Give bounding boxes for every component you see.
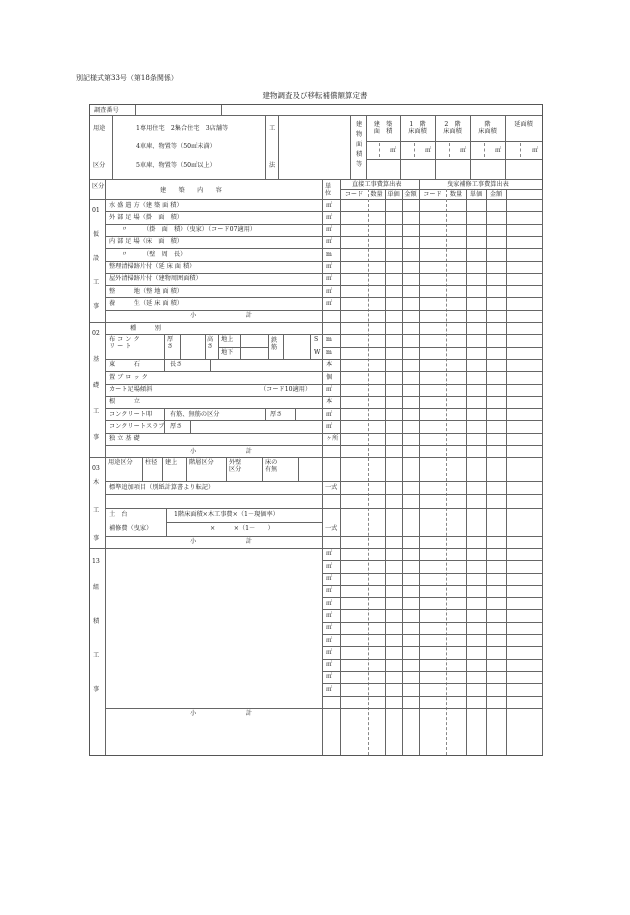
sec02-extra-4: 有筋、無筋の区分 — [170, 410, 220, 418]
area-value-field-3[interactable] — [471, 141, 504, 159]
sec03-name-0: 木 — [93, 479, 100, 487]
sec01-row-6-unit: ㎡ — [326, 275, 333, 283]
col-sub-7: 金額 — [489, 191, 503, 198]
sec02-code: 02 — [92, 330, 100, 337]
sec01-row-0-label: 水 盛 遣 方（建 築 面 積） — [109, 201, 183, 209]
sec01-name-1: 設 — [93, 255, 100, 262]
col-repair: 曳家補修工事費算出表 — [447, 181, 509, 188]
sec13-unit-9: ㎡ — [326, 661, 333, 669]
sec02-row-2-label: カート足場傾斜 — [109, 386, 153, 393]
sec02-row-4-label: コンクリート叩 — [109, 410, 153, 418]
sec01-row-1-values[interactable] — [341, 211, 541, 223]
sec02-row-3-label: 根 立 — [109, 398, 140, 406]
survey-number-label: 調査番号 — [94, 107, 119, 114]
sec01-row-3-unit: ㎡ — [326, 238, 333, 246]
sec02-row-line — [105, 445, 542, 446]
sec13-row-7[interactable] — [106, 634, 541, 646]
sec13-unit-3: ㎡ — [326, 587, 333, 595]
sec01-row-4-label: 〃 （壁 周 長） — [109, 250, 187, 258]
sec02-extra-5: 厚さ — [170, 422, 183, 430]
sec01-row-7-unit: ㎡ — [326, 287, 333, 295]
sec03-name-1: 工 — [93, 507, 100, 515]
column-line-10 — [542, 189, 543, 755]
sec02-concrete-values[interactable] — [341, 334, 541, 359]
sec02-row-0-unit: 本 — [326, 361, 333, 369]
header-mid-line — [340, 189, 542, 190]
sec13-row-0[interactable] — [106, 548, 541, 560]
sec03-lot1: 一式 — [325, 483, 338, 491]
sec02-v5 — [240, 334, 241, 359]
sec02-v3 — [205, 334, 206, 359]
sec01-row-0-values[interactable] — [341, 199, 541, 211]
area-line-1 — [366, 141, 542, 142]
area-value-field-1[interactable] — [401, 141, 434, 159]
usage-divider — [112, 115, 113, 179]
area-line-2 — [366, 159, 542, 160]
usage-label: 用途 — [93, 125, 106, 132]
usage-option-2: 4車庫、物置等（50㎡未満） — [136, 143, 216, 150]
col-sub-3: 金額 — [404, 191, 417, 198]
sec03-col-line — [162, 457, 163, 481]
sec02-row-3-values[interactable] — [341, 396, 541, 408]
sec01-row-8-label: 養 生（延 床 面 積） — [109, 299, 183, 307]
sec13-line — [105, 708, 542, 709]
sec13-row-8[interactable] — [106, 646, 541, 658]
sec02-row-2-values[interactable] — [341, 384, 541, 396]
sec01-row-1-unit: ㎡ — [326, 213, 333, 221]
col-unit: 単位 — [325, 183, 332, 197]
top-block-bottom — [90, 179, 542, 180]
sec02-name-0: 基 — [93, 356, 100, 363]
sec03-values[interactable] — [299, 457, 541, 481]
col-sub-2: 単価 — [387, 191, 400, 198]
area-header-2: 2 階 床面積 — [443, 121, 462, 135]
sec02-row-6-values[interactable] — [341, 433, 541, 445]
sec13-row-11[interactable] — [106, 683, 541, 695]
sec02-thickness: 厚さ — [167, 336, 174, 351]
sec13-subtotal: 小 計 — [190, 710, 252, 718]
construction-label-1: 工 — [269, 125, 276, 132]
sec13-row-12[interactable] — [106, 696, 541, 708]
estimate-form — [89, 104, 543, 756]
sec02-below: 地下 — [221, 348, 234, 356]
sec02-row-5-values[interactable] — [341, 420, 541, 432]
sec01-row-5-label: 整理清掃跡片付（延 床 面 積） — [109, 263, 196, 270]
area-header-1: 1 階 床面積 — [408, 121, 427, 135]
sec01-name-2: 工 — [93, 279, 100, 286]
sec01-row-6-values[interactable] — [341, 273, 541, 285]
sec01-code: 01 — [92, 207, 100, 214]
sec13-name-2: 工 — [93, 651, 100, 659]
sec02-row-4-values[interactable] — [341, 408, 541, 420]
sec13-row-1[interactable] — [106, 560, 541, 572]
sec01-row-7-label: 整 地（整 地 面 積） — [109, 287, 183, 295]
sec03-line — [105, 481, 542, 482]
sec02-row-2-unit: ㎡ — [326, 386, 333, 393]
survey-number-field[interactable] — [136, 105, 220, 115]
sec02-row-6-label: 独 立 基 礎 — [109, 435, 140, 443]
area-unit-0: ㎡ — [390, 147, 397, 154]
sec01-row-line — [105, 310, 542, 311]
sec03-name-2: 事 — [93, 535, 100, 543]
sec03-col-5: 床の 有無 — [265, 459, 278, 474]
sec01-name-0: 仮 — [93, 231, 100, 238]
sec01-row-2-values[interactable] — [341, 224, 541, 236]
sec02-row-1-unit: 個 — [326, 373, 333, 381]
sec13-unit-7: ㎡ — [326, 636, 333, 644]
sec13-unit-8: ㎡ — [326, 648, 333, 656]
sec01-row-5-unit: ㎡ — [326, 263, 333, 270]
sec02-w: W — [314, 348, 321, 356]
sec03-col-2: 建上 — [165, 459, 178, 467]
sec13-name-3: 事 — [93, 685, 100, 693]
sec02-extra-line — [210, 359, 211, 371]
sec03-std: 標準追加項目（別紙計算書より転記） — [109, 483, 215, 491]
category-label: 区分 — [93, 162, 106, 169]
sec03-col-4: 外壁 区分 — [229, 459, 242, 474]
area-header-4: 延面積 — [514, 121, 533, 128]
sec03-col-line — [186, 457, 187, 481]
sec02-row-0-values[interactable] — [341, 359, 541, 371]
sec02-row-4-unit: ㎡ — [326, 410, 333, 418]
sec03-col-3: 階層区分 — [189, 459, 214, 467]
sec02-concrete: 布 コ ン ク リ ー ト — [109, 336, 140, 351]
sec01-row-5-values[interactable] — [341, 261, 541, 273]
area-start — [350, 115, 351, 179]
sec02-row-1-label: 置 ブ ロ ッ ク — [109, 373, 148, 381]
sec03-line — [105, 536, 542, 537]
sec01-row-2-unit: ㎡ — [326, 226, 333, 234]
form-number: 別記様式第33号（第18条関係） — [76, 74, 178, 82]
area-group-label-3: 積 — [356, 151, 363, 158]
sec03-col-line — [142, 457, 143, 481]
area-value-field-2[interactable] — [436, 141, 469, 159]
area-value-field-0[interactable] — [367, 141, 399, 159]
sec03-subtotal: 小 計 — [190, 538, 252, 546]
sec02-row-5-unit: ㎡ — [326, 422, 333, 430]
sec02-v1 — [164, 334, 165, 359]
sec13-row-3[interactable] — [106, 585, 541, 597]
sec02-extra-line — [164, 408, 165, 420]
usage-option-1: 1専用住宅 2集合住宅 3店舗等 — [136, 125, 229, 132]
sec03-repair: 補修費（曳家） — [109, 524, 153, 532]
sec13-row-2[interactable] — [106, 573, 541, 585]
sec02-height: 高さ — [207, 336, 214, 351]
sec02-s: S — [314, 336, 319, 344]
sec03-sill: 土 台 — [109, 510, 128, 518]
sec02-name-1: 礎 — [93, 382, 100, 389]
sec01-row-1-label: 外 部 足 場（掛 面 積） — [109, 213, 183, 221]
sec02-extra-line — [265, 408, 266, 420]
area-unit-2: ㎡ — [460, 147, 467, 154]
sec02-extra-line — [295, 408, 296, 420]
sec03-code: 03 — [92, 465, 100, 473]
col-sub-6: 単価 — [469, 191, 483, 198]
sec02-mid — [218, 347, 268, 348]
sec01-row-3-values[interactable] — [341, 236, 541, 248]
construction-divider — [265, 115, 266, 179]
sec02-row-0-label: 東 石 — [109, 361, 140, 369]
area-header-0: 建 築 面 積 — [373, 121, 393, 135]
area-group-label-2: 面 — [356, 141, 363, 148]
col-sub-1: 数量 — [370, 191, 383, 198]
sec01-row-2-label: 〃 （掛 面 積）（曳家）（コード07適用） — [109, 226, 257, 234]
sec03-formula2: × ×（1－ ） — [210, 524, 274, 532]
sec13-row-4[interactable] — [106, 597, 541, 609]
sec02-extra-line — [164, 359, 165, 371]
sec13-row-9[interactable] — [106, 659, 541, 671]
sec03-formula1: 1階床面積×木工事費×（1－現価率） — [174, 510, 279, 518]
sec13-row-6[interactable] — [106, 622, 541, 634]
sec02-type-label: 種 別 — [130, 324, 161, 332]
sec01-row-6-label: 屋外清掃跡片付（建物周囲面積） — [109, 275, 202, 283]
document-title: 建物調査及び移転補償額算定書 — [262, 91, 368, 100]
sec01-row-8-values[interactable] — [341, 297, 541, 309]
sec02-extra-2: （コード10適用） — [260, 386, 312, 393]
sec13-name-0: 組 — [93, 583, 100, 591]
area-header-3: 階 床面積 — [478, 121, 497, 135]
sec02-name-3: 事 — [93, 434, 100, 441]
col-content: 建 築 内 容 — [160, 187, 222, 194]
sec03-blank[interactable] — [106, 494, 321, 508]
construction-label-2: 法 — [269, 162, 276, 169]
sec02-row-6-unit: ヶ所 — [326, 435, 339, 443]
sec02-extra-line — [190, 420, 191, 432]
sec13-row-5[interactable] — [106, 609, 541, 621]
sec13-unit-2: ㎡ — [326, 575, 333, 582]
col-direct: 直接工事費算出表 — [352, 181, 402, 188]
survey-end — [221, 105, 222, 115]
sec02-unit-m2: m — [326, 348, 332, 356]
area-group-label-4: 等 — [356, 161, 363, 168]
area-unit-3: ㎡ — [495, 147, 502, 154]
construction-method-field[interactable] — [279, 115, 349, 179]
sec02-v2 — [180, 334, 181, 359]
area-value-field-4[interactable] — [506, 141, 541, 159]
col-category: 区分 — [92, 183, 105, 190]
sec01-row-8-unit: ㎡ — [326, 299, 333, 307]
sec01-row-0-unit: ㎡ — [326, 201, 333, 209]
area-group-label-1: 物 — [356, 131, 363, 138]
sec02-unit-m1: m — [326, 336, 332, 344]
sec03-col-line — [226, 457, 227, 481]
sec03-col-1: 柱径 — [145, 459, 158, 467]
sec13-name-1: 積 — [93, 617, 100, 625]
sec03-col-line — [262, 457, 263, 481]
sec01-subtotal: 小 計 — [190, 312, 252, 320]
sec13-unit-6: ㎡ — [326, 624, 333, 632]
sec03-lot2: 一式 — [325, 524, 338, 532]
sec01-name-3: 事 — [93, 303, 100, 310]
sec01-bottom — [90, 322, 542, 323]
sec03-formula-values[interactable] — [341, 508, 541, 536]
sec02-extra-line — [164, 420, 165, 432]
area-unit-4: ㎡ — [532, 147, 539, 154]
sec03-formula-mid — [166, 522, 322, 523]
sec02-row-3-unit: 本 — [326, 398, 333, 406]
sec13-unit-1: ㎡ — [326, 562, 333, 570]
sec02-name-2: 工 — [93, 408, 100, 415]
sec13-unit-4: ㎡ — [326, 599, 333, 607]
col-sub-4: コード — [423, 191, 442, 198]
sec02-row-1-values[interactable] — [341, 371, 541, 383]
sec02-rebar: 鉄筋 — [271, 337, 278, 352]
sec13-code: 13 — [92, 557, 100, 565]
sec02-extra-0: 長さ — [170, 361, 183, 369]
usage-option-3: 5車庫、物置等（50㎡以上） — [136, 162, 216, 169]
sec02-extra2-4: 厚さ — [270, 410, 283, 418]
area-unit-1: ㎡ — [425, 147, 432, 154]
sec13-unit-10: ㎡ — [326, 673, 333, 681]
col-sub-0: コード — [344, 191, 364, 198]
sec13-unit-11: ㎡ — [326, 685, 333, 693]
sec13-row-10[interactable] — [106, 671, 541, 683]
sec02-above: 地上 — [221, 336, 234, 344]
sec02-v8 — [310, 334, 311, 359]
sec02-v7 — [283, 334, 284, 359]
col-sub-5: 数量 — [449, 191, 463, 198]
sec02-row-5-label: コンクリートスラブ — [109, 422, 165, 430]
sec13-unit-0: ㎡ — [326, 550, 333, 558]
sec02-subtotal: 小 計 — [190, 447, 252, 455]
sec13-unit-5: ㎡ — [326, 611, 333, 619]
sec01-row-4-unit: m — [326, 250, 332, 258]
area-group-label-0: 建 — [356, 121, 363, 128]
sec01-row-4-values[interactable] — [341, 248, 541, 260]
sec02-v6 — [268, 334, 269, 359]
sec01-row-7-values[interactable] — [341, 285, 541, 297]
sec01-row-3-label: 内 部 足 場（床 面 積） — [109, 238, 183, 246]
sec03-col-0: 用途区分 — [108, 459, 133, 467]
